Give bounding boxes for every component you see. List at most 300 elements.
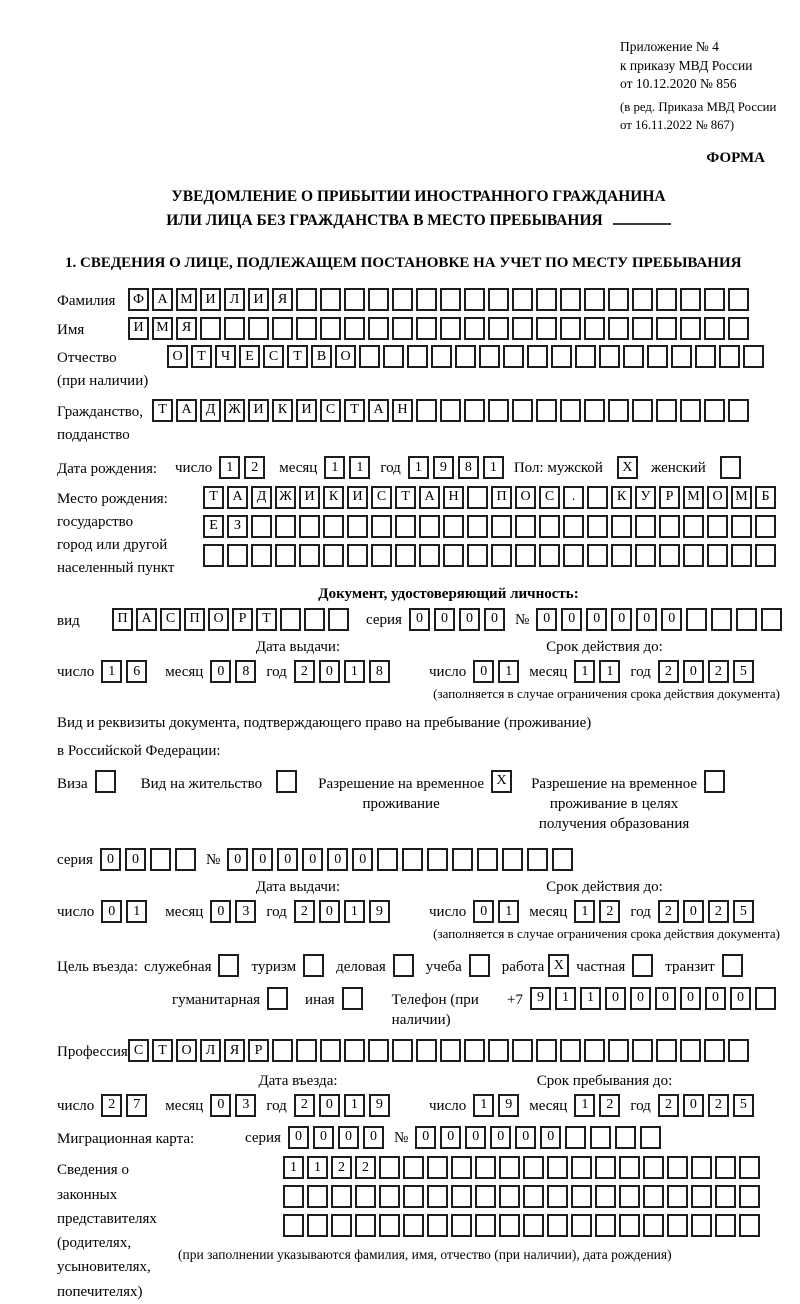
- char-cell[interactable]: 1: [344, 660, 365, 683]
- char-cell[interactable]: 1: [580, 987, 601, 1010]
- char-cell[interactable]: [761, 608, 782, 631]
- char-cell[interactable]: 0: [409, 608, 430, 631]
- char-cell[interactable]: Н: [392, 399, 413, 422]
- char-cell[interactable]: 1: [101, 660, 122, 683]
- char-cell[interactable]: [299, 515, 320, 538]
- char-cell[interactable]: [739, 1214, 760, 1237]
- char-cell[interactable]: [615, 1126, 636, 1149]
- char-cell[interactable]: 1: [349, 456, 370, 479]
- char-cell[interactable]: 2: [294, 900, 315, 923]
- char-cell[interactable]: 1: [219, 456, 240, 479]
- char-cell[interactable]: [307, 1214, 328, 1237]
- char-cell[interactable]: [536, 1039, 557, 1062]
- char-cell[interactable]: [728, 288, 749, 311]
- char-cell[interactable]: 9: [530, 987, 551, 1010]
- char-cell[interactable]: 9: [433, 456, 454, 479]
- char-cell[interactable]: 0: [327, 848, 348, 871]
- char-cell[interactable]: [656, 399, 677, 422]
- char-cell[interactable]: [523, 1156, 544, 1179]
- char-cell[interactable]: [379, 1214, 400, 1237]
- char-cell[interactable]: [539, 544, 560, 567]
- char-cell[interactable]: [475, 1185, 496, 1208]
- char-cell[interactable]: 1: [408, 456, 429, 479]
- char-cell[interactable]: [307, 1185, 328, 1208]
- char-cell[interactable]: Е: [203, 515, 224, 538]
- char-cell[interactable]: [595, 1214, 616, 1237]
- char-cell[interactable]: О: [176, 1039, 197, 1062]
- char-cell[interactable]: 0: [680, 987, 701, 1010]
- char-cell[interactable]: 2: [708, 1094, 729, 1117]
- char-cell[interactable]: [563, 515, 584, 538]
- char-cell[interactable]: [680, 288, 701, 311]
- char-cell[interactable]: X: [617, 456, 638, 479]
- char-cell[interactable]: 5: [733, 1094, 754, 1117]
- char-cell[interactable]: Л: [200, 1039, 221, 1062]
- char-cell[interactable]: [403, 1185, 424, 1208]
- char-cell[interactable]: [427, 1156, 448, 1179]
- char-cell[interactable]: [683, 544, 704, 567]
- char-cell[interactable]: 0: [636, 608, 657, 631]
- char-cell[interactable]: [587, 515, 608, 538]
- char-cell[interactable]: [743, 345, 764, 368]
- char-cell[interactable]: К: [611, 486, 632, 509]
- char-cell[interactable]: [584, 288, 605, 311]
- char-cell[interactable]: [464, 1039, 485, 1062]
- char-cell[interactable]: К: [272, 399, 293, 422]
- char-cell[interactable]: [667, 1185, 688, 1208]
- char-cell[interactable]: [739, 1156, 760, 1179]
- char-cell[interactable]: [635, 515, 656, 538]
- char-cell[interactable]: 0: [730, 987, 751, 1010]
- char-cell[interactable]: [488, 317, 509, 340]
- char-cell[interactable]: [635, 544, 656, 567]
- char-cell[interactable]: 2: [708, 660, 729, 683]
- char-cell[interactable]: [547, 1185, 568, 1208]
- char-cell[interactable]: [347, 544, 368, 567]
- char-cell[interactable]: Н: [443, 486, 464, 509]
- char-cell[interactable]: О: [208, 608, 229, 631]
- char-cell[interactable]: [720, 456, 741, 479]
- char-cell[interactable]: 2: [355, 1156, 376, 1179]
- char-cell[interactable]: [587, 544, 608, 567]
- char-cell[interactable]: 0: [683, 900, 704, 923]
- char-cell[interactable]: [467, 544, 488, 567]
- char-cell[interactable]: [704, 317, 725, 340]
- char-cell[interactable]: 0: [490, 1126, 511, 1149]
- char-cell[interactable]: Т: [152, 399, 173, 422]
- char-cell[interactable]: [707, 544, 728, 567]
- char-cell[interactable]: [251, 515, 272, 538]
- char-cell[interactable]: [344, 288, 365, 311]
- char-cell[interactable]: Р: [659, 486, 680, 509]
- char-cell[interactable]: А: [136, 608, 157, 631]
- char-cell[interactable]: [560, 399, 581, 422]
- char-cell[interactable]: [755, 987, 776, 1010]
- char-cell[interactable]: [722, 954, 743, 977]
- char-cell[interactable]: Т: [203, 486, 224, 509]
- char-cell[interactable]: 8: [369, 660, 390, 683]
- char-cell[interactable]: [571, 1185, 592, 1208]
- char-cell[interactable]: [371, 515, 392, 538]
- char-cell[interactable]: [419, 544, 440, 567]
- char-cell[interactable]: [299, 544, 320, 567]
- char-cell[interactable]: [280, 608, 301, 631]
- char-cell[interactable]: [175, 848, 196, 871]
- char-cell[interactable]: [667, 1214, 688, 1237]
- char-cell[interactable]: [469, 954, 490, 977]
- char-cell[interactable]: [536, 317, 557, 340]
- char-cell[interactable]: [560, 1039, 581, 1062]
- char-cell[interactable]: 0: [277, 848, 298, 871]
- char-cell[interactable]: [407, 345, 428, 368]
- char-cell[interactable]: 0: [100, 848, 121, 871]
- char-cell[interactable]: [355, 1214, 376, 1237]
- char-cell[interactable]: Ж: [224, 399, 245, 422]
- char-cell[interactable]: [272, 317, 293, 340]
- char-cell[interactable]: [686, 608, 707, 631]
- char-cell[interactable]: 0: [683, 660, 704, 683]
- char-cell[interactable]: [393, 954, 414, 977]
- char-cell[interactable]: [328, 608, 349, 631]
- char-cell[interactable]: [547, 1156, 568, 1179]
- char-cell[interactable]: И: [299, 486, 320, 509]
- char-cell[interactable]: 0: [319, 660, 340, 683]
- char-cell[interactable]: [659, 515, 680, 538]
- char-cell[interactable]: [584, 1039, 605, 1062]
- char-cell[interactable]: 0: [210, 660, 231, 683]
- char-cell[interactable]: [704, 399, 725, 422]
- char-cell[interactable]: [731, 515, 752, 538]
- char-cell[interactable]: [464, 399, 485, 422]
- char-cell[interactable]: М: [176, 288, 197, 311]
- char-cell[interactable]: [323, 515, 344, 538]
- char-cell[interactable]: 2: [331, 1156, 352, 1179]
- char-cell[interactable]: [619, 1214, 640, 1237]
- char-cell[interactable]: 1: [307, 1156, 328, 1179]
- char-cell[interactable]: Т: [395, 486, 416, 509]
- char-cell[interactable]: [267, 987, 288, 1010]
- char-cell[interactable]: [251, 544, 272, 567]
- char-cell[interactable]: [683, 515, 704, 538]
- char-cell[interactable]: [503, 345, 524, 368]
- char-cell[interactable]: [527, 848, 548, 871]
- char-cell[interactable]: 0: [473, 660, 494, 683]
- char-cell[interactable]: 2: [599, 1094, 620, 1117]
- char-cell[interactable]: 0: [288, 1126, 309, 1149]
- char-cell[interactable]: [680, 1039, 701, 1062]
- char-cell[interactable]: [643, 1185, 664, 1208]
- char-cell[interactable]: 0: [515, 1126, 536, 1149]
- char-cell[interactable]: С: [320, 399, 341, 422]
- char-cell[interactable]: 1: [324, 456, 345, 479]
- char-cell[interactable]: [455, 345, 476, 368]
- char-cell[interactable]: [355, 1185, 376, 1208]
- char-cell[interactable]: [611, 544, 632, 567]
- char-cell[interactable]: [203, 544, 224, 567]
- char-cell[interactable]: [728, 317, 749, 340]
- char-cell[interactable]: [599, 345, 620, 368]
- char-cell[interactable]: У: [635, 486, 656, 509]
- char-cell[interactable]: О: [515, 486, 536, 509]
- char-cell[interactable]: [320, 1039, 341, 1062]
- char-cell[interactable]: [632, 399, 653, 422]
- char-cell[interactable]: [728, 1039, 749, 1062]
- char-cell[interactable]: [512, 399, 533, 422]
- char-cell[interactable]: [392, 1039, 413, 1062]
- char-cell[interactable]: [608, 1039, 629, 1062]
- char-cell[interactable]: [347, 515, 368, 538]
- char-cell[interactable]: [499, 1214, 520, 1237]
- char-cell[interactable]: 1: [574, 1094, 595, 1117]
- char-cell[interactable]: [200, 317, 221, 340]
- char-cell[interactable]: 0: [252, 848, 273, 871]
- char-cell[interactable]: Т: [256, 608, 277, 631]
- char-cell[interactable]: .: [563, 486, 584, 509]
- char-cell[interactable]: [632, 954, 653, 977]
- char-cell[interactable]: [536, 288, 557, 311]
- char-cell[interactable]: [377, 848, 398, 871]
- char-cell[interactable]: [342, 987, 363, 1010]
- char-cell[interactable]: [283, 1214, 304, 1237]
- char-cell[interactable]: 0: [473, 900, 494, 923]
- char-cell[interactable]: [440, 399, 461, 422]
- char-cell[interactable]: [475, 1214, 496, 1237]
- char-cell[interactable]: [296, 317, 317, 340]
- char-cell[interactable]: [344, 317, 365, 340]
- char-cell[interactable]: [452, 848, 473, 871]
- char-cell[interactable]: З: [227, 515, 248, 538]
- char-cell[interactable]: [451, 1156, 472, 1179]
- char-cell[interactable]: И: [248, 288, 269, 311]
- char-cell[interactable]: Е: [239, 345, 260, 368]
- char-cell[interactable]: 0: [655, 987, 676, 1010]
- char-cell[interactable]: [595, 1185, 616, 1208]
- char-cell[interactable]: [704, 288, 725, 311]
- char-cell[interactable]: [680, 317, 701, 340]
- char-cell[interactable]: 1: [126, 900, 147, 923]
- char-cell[interactable]: 2: [244, 456, 265, 479]
- char-cell[interactable]: [479, 345, 500, 368]
- char-cell[interactable]: Л: [224, 288, 245, 311]
- char-cell[interactable]: [296, 288, 317, 311]
- char-cell[interactable]: 0: [363, 1126, 384, 1149]
- char-cell[interactable]: [587, 486, 608, 509]
- char-cell[interactable]: 9: [369, 900, 390, 923]
- char-cell[interactable]: 0: [630, 987, 651, 1010]
- char-cell[interactable]: 7: [126, 1094, 147, 1117]
- char-cell[interactable]: [467, 486, 488, 509]
- char-cell[interactable]: 1: [473, 1094, 494, 1117]
- char-cell[interactable]: [276, 770, 297, 793]
- char-cell[interactable]: [275, 544, 296, 567]
- char-cell[interactable]: [560, 317, 581, 340]
- char-cell[interactable]: [431, 345, 452, 368]
- char-cell[interactable]: [611, 515, 632, 538]
- char-cell[interactable]: [392, 288, 413, 311]
- char-cell[interactable]: [368, 1039, 389, 1062]
- char-cell[interactable]: [512, 288, 533, 311]
- char-cell[interactable]: [331, 1214, 352, 1237]
- char-cell[interactable]: [320, 317, 341, 340]
- char-cell[interactable]: [477, 848, 498, 871]
- char-cell[interactable]: Т: [287, 345, 308, 368]
- char-cell[interactable]: А: [176, 399, 197, 422]
- char-cell[interactable]: [475, 1156, 496, 1179]
- char-cell[interactable]: [563, 544, 584, 567]
- char-cell[interactable]: [275, 515, 296, 538]
- char-cell[interactable]: [590, 1126, 611, 1149]
- char-cell[interactable]: П: [184, 608, 205, 631]
- char-cell[interactable]: [731, 544, 752, 567]
- char-cell[interactable]: [575, 345, 596, 368]
- char-cell[interactable]: [551, 345, 572, 368]
- char-cell[interactable]: [656, 317, 677, 340]
- char-cell[interactable]: [719, 345, 740, 368]
- char-cell[interactable]: 0: [125, 848, 146, 871]
- char-cell[interactable]: 1: [483, 456, 504, 479]
- char-cell[interactable]: [736, 608, 757, 631]
- char-cell[interactable]: 2: [708, 900, 729, 923]
- char-cell[interactable]: [488, 1039, 509, 1062]
- char-cell[interactable]: 1: [344, 900, 365, 923]
- char-cell[interactable]: 0: [352, 848, 373, 871]
- char-cell[interactable]: X: [491, 770, 512, 793]
- char-cell[interactable]: 9: [369, 1094, 390, 1117]
- char-cell[interactable]: [379, 1156, 400, 1179]
- char-cell[interactable]: [218, 954, 239, 977]
- char-cell[interactable]: 0: [319, 1094, 340, 1117]
- char-cell[interactable]: [691, 1156, 712, 1179]
- char-cell[interactable]: Я: [224, 1039, 245, 1062]
- char-cell[interactable]: 8: [458, 456, 479, 479]
- char-cell[interactable]: [344, 1039, 365, 1062]
- char-cell[interactable]: М: [683, 486, 704, 509]
- char-cell[interactable]: 5: [733, 660, 754, 683]
- char-cell[interactable]: [224, 317, 245, 340]
- char-cell[interactable]: В: [311, 345, 332, 368]
- char-cell[interactable]: А: [368, 399, 389, 422]
- char-cell[interactable]: 1: [498, 660, 519, 683]
- char-cell[interactable]: [640, 1126, 661, 1149]
- char-cell[interactable]: [632, 288, 653, 311]
- char-cell[interactable]: Р: [248, 1039, 269, 1062]
- char-cell[interactable]: 0: [440, 1126, 461, 1149]
- char-cell[interactable]: Д: [251, 486, 272, 509]
- char-cell[interactable]: [695, 345, 716, 368]
- char-cell[interactable]: [427, 1214, 448, 1237]
- char-cell[interactable]: [443, 515, 464, 538]
- char-cell[interactable]: [491, 515, 512, 538]
- char-cell[interactable]: [464, 288, 485, 311]
- char-cell[interactable]: [272, 1039, 293, 1062]
- char-cell[interactable]: [331, 1185, 352, 1208]
- char-cell[interactable]: И: [248, 399, 269, 422]
- char-cell[interactable]: [512, 1039, 533, 1062]
- char-cell[interactable]: [632, 1039, 653, 1062]
- char-cell[interactable]: [715, 1214, 736, 1237]
- char-cell[interactable]: [248, 317, 269, 340]
- char-cell[interactable]: [595, 1156, 616, 1179]
- char-cell[interactable]: [608, 317, 629, 340]
- char-cell[interactable]: 0: [605, 987, 626, 1010]
- char-cell[interactable]: П: [112, 608, 133, 631]
- char-cell[interactable]: 0: [561, 608, 582, 631]
- char-cell[interactable]: И: [128, 317, 149, 340]
- char-cell[interactable]: Д: [200, 399, 221, 422]
- char-cell[interactable]: [560, 288, 581, 311]
- char-cell[interactable]: 0: [415, 1126, 436, 1149]
- char-cell[interactable]: X: [548, 954, 569, 977]
- char-cell[interactable]: 0: [338, 1126, 359, 1149]
- char-cell[interactable]: [619, 1185, 640, 1208]
- char-cell[interactable]: [523, 1185, 544, 1208]
- char-cell[interactable]: [383, 345, 404, 368]
- char-cell[interactable]: 0: [705, 987, 726, 1010]
- char-cell[interactable]: 1: [283, 1156, 304, 1179]
- char-cell[interactable]: Ч: [215, 345, 236, 368]
- char-cell[interactable]: [691, 1185, 712, 1208]
- char-cell[interactable]: И: [296, 399, 317, 422]
- char-cell[interactable]: [323, 544, 344, 567]
- char-cell[interactable]: О: [707, 486, 728, 509]
- char-cell[interactable]: [671, 345, 692, 368]
- char-cell[interactable]: [547, 1214, 568, 1237]
- char-cell[interactable]: [619, 1156, 640, 1179]
- char-cell[interactable]: Ж: [275, 486, 296, 509]
- char-cell[interactable]: [395, 544, 416, 567]
- char-cell[interactable]: [711, 608, 732, 631]
- char-cell[interactable]: [467, 515, 488, 538]
- char-cell[interactable]: [371, 544, 392, 567]
- char-cell[interactable]: [571, 1214, 592, 1237]
- char-cell[interactable]: [368, 288, 389, 311]
- char-cell[interactable]: 0: [101, 900, 122, 923]
- char-cell[interactable]: [536, 399, 557, 422]
- char-cell[interactable]: [680, 399, 701, 422]
- char-cell[interactable]: 1: [498, 900, 519, 923]
- char-cell[interactable]: [427, 848, 448, 871]
- char-cell[interactable]: [552, 848, 573, 871]
- char-cell[interactable]: М: [731, 486, 752, 509]
- char-cell[interactable]: [416, 399, 437, 422]
- char-cell[interactable]: [647, 345, 668, 368]
- char-cell[interactable]: 0: [227, 848, 248, 871]
- char-cell[interactable]: Ф: [128, 288, 149, 311]
- char-cell[interactable]: Б: [755, 486, 776, 509]
- char-cell[interactable]: 2: [294, 1094, 315, 1117]
- char-cell[interactable]: [403, 1214, 424, 1237]
- char-cell[interactable]: [379, 1185, 400, 1208]
- char-cell[interactable]: 0: [210, 1094, 231, 1117]
- char-cell[interactable]: [419, 515, 440, 538]
- char-cell[interactable]: 0: [434, 608, 455, 631]
- char-cell[interactable]: [667, 1156, 688, 1179]
- char-cell[interactable]: 3: [235, 900, 256, 923]
- char-cell[interactable]: 0: [319, 900, 340, 923]
- char-cell[interactable]: А: [419, 486, 440, 509]
- char-cell[interactable]: [755, 515, 776, 538]
- char-cell[interactable]: [416, 1039, 437, 1062]
- char-cell[interactable]: Т: [191, 345, 212, 368]
- char-cell[interactable]: 1: [574, 660, 595, 683]
- char-cell[interactable]: [502, 848, 523, 871]
- char-cell[interactable]: М: [152, 317, 173, 340]
- char-cell[interactable]: 6: [126, 660, 147, 683]
- char-cell[interactable]: [571, 1156, 592, 1179]
- char-cell[interactable]: [608, 288, 629, 311]
- char-cell[interactable]: [304, 608, 325, 631]
- char-cell[interactable]: [659, 544, 680, 567]
